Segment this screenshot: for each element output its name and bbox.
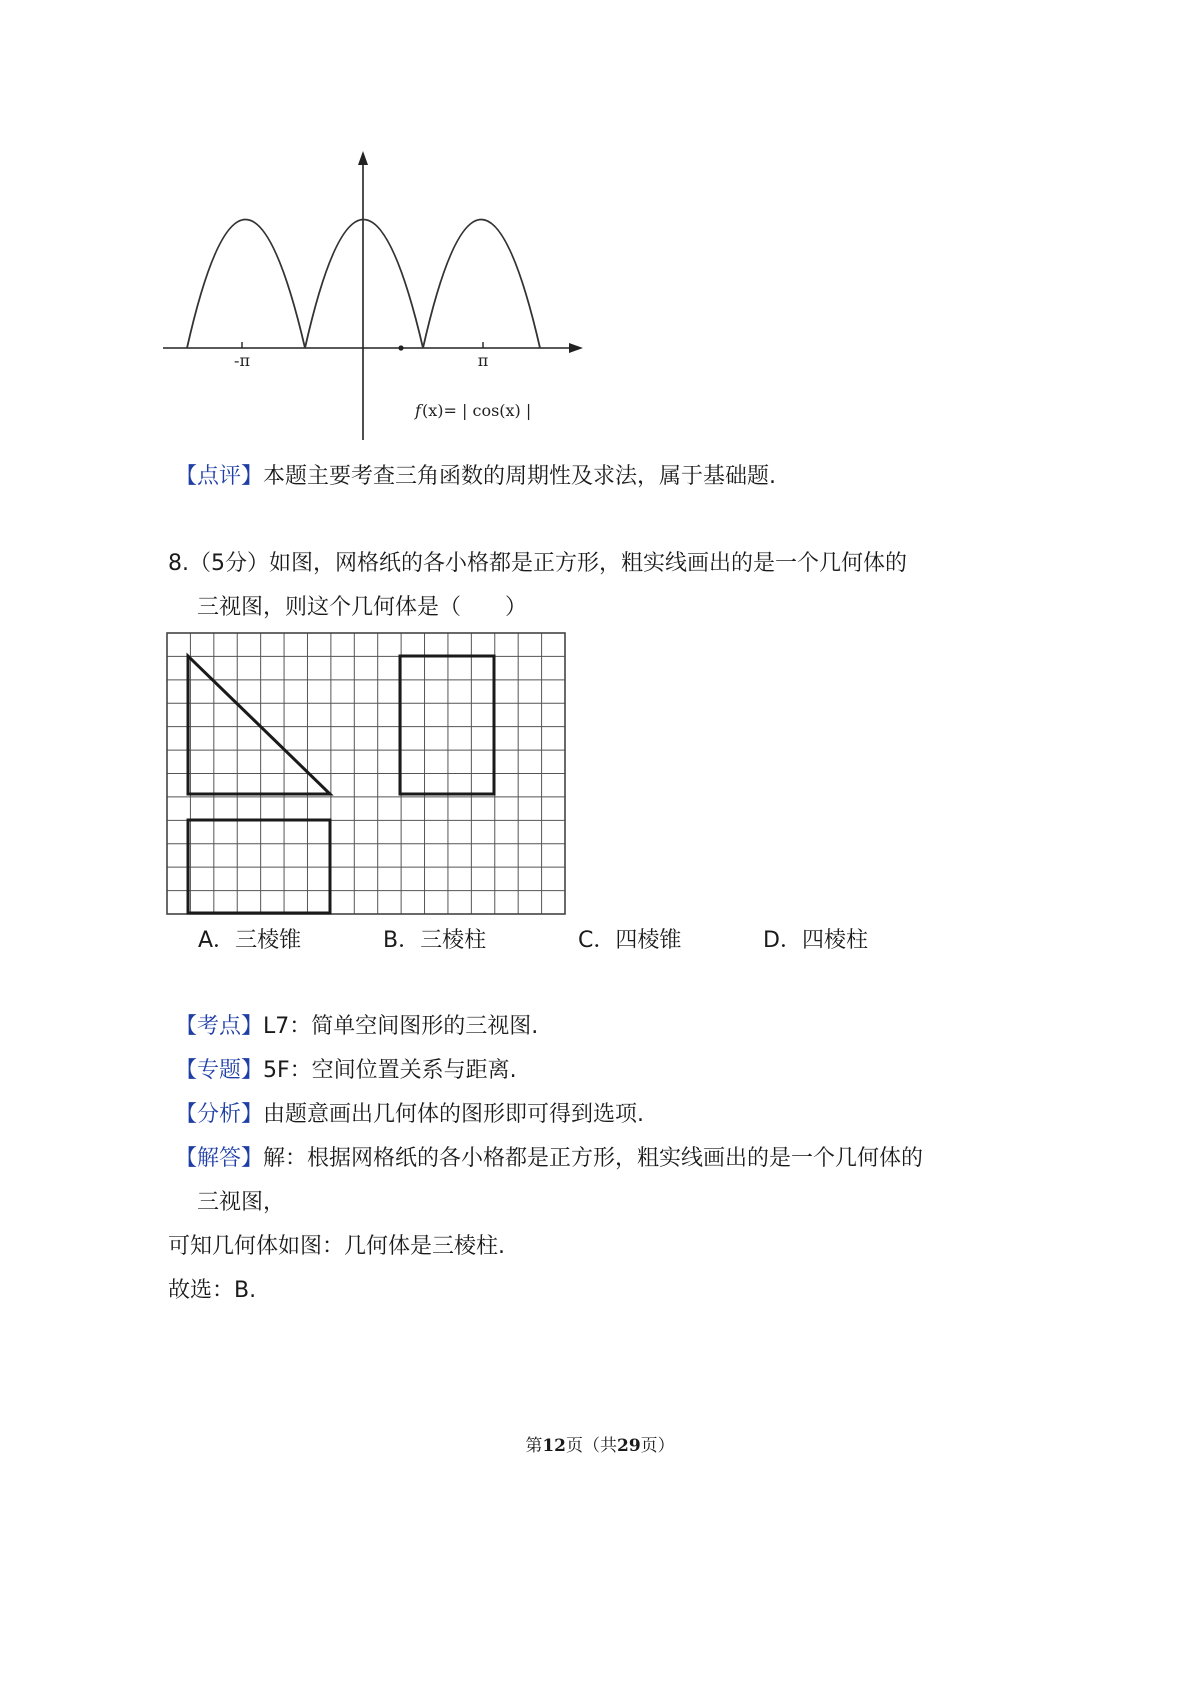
remark-line (175, 462, 776, 492)
jieda-line-1 (175, 1144, 923, 1174)
option-a-text: 三棱锥 (235, 928, 302, 953)
kaodian-text: L7：简单空间图形的三视图. (263, 1014, 539, 1039)
fenxi-line (175, 1100, 644, 1130)
footer-page-number: 12 (542, 1436, 566, 1456)
tick-label-pi: π (477, 351, 489, 370)
kaodian-line (175, 1012, 538, 1042)
option-c-text: 四棱锥 (615, 928, 682, 953)
axis-dot (398, 345, 403, 350)
remark-tag: 【点评】 (175, 464, 264, 489)
footer-total-pages: 29 (617, 1436, 641, 1456)
three-view-grid (166, 632, 566, 916)
option-b-letter: B． (383, 928, 421, 953)
option-d[interactable] (763, 926, 868, 956)
option-d-text: 四棱柱 (801, 928, 868, 953)
x-axis-arrow (569, 343, 583, 353)
zhuanti-text: 5F：空间位置关系与距离. (263, 1058, 517, 1083)
grid-lines (167, 633, 565, 914)
zhuanti-tag: 【专题】 (175, 1058, 264, 1083)
option-a-letter: A． (198, 928, 236, 953)
option-c[interactable] (578, 926, 681, 956)
y-axis-arrow (358, 151, 368, 165)
option-a[interactable] (198, 926, 301, 956)
option-c-letter: C． (578, 928, 616, 953)
jieda-tag: 【解答】 (175, 1146, 264, 1171)
fenxi-tag: 【分析】 (175, 1102, 264, 1127)
tick-label-neg-pi: -π (234, 351, 250, 370)
jieda-text: 解：根据网格纸的各小格都是正方形，粗实线画出的是一个几何体的 (263, 1146, 924, 1171)
option-d-letter: D． (763, 928, 802, 953)
remark-text: 本题主要考查三角函数的周期性及求法，属于基础题. (263, 464, 777, 489)
fenxi-text: 由题意画出几何体的图形即可得到选项. (263, 1102, 645, 1127)
zhuanti-line (175, 1056, 517, 1086)
footer-middle: 页（共 (566, 1436, 617, 1456)
kaodian-tag: 【考点】 (175, 1014, 264, 1039)
jieda-line-2: 三视图， (197, 1190, 286, 1215)
cosine-graph (160, 145, 600, 445)
function-label-f: f (415, 401, 421, 420)
question-line-2: 三视图，则这个几何体是（ ） (197, 595, 528, 620)
option-b[interactable] (383, 926, 486, 956)
solution-line-4: 故选：B. (168, 1278, 257, 1303)
solution-line-3: 可知几何体如图：几何体是三棱柱. (168, 1234, 505, 1259)
footer-suffix: 页） (640, 1436, 675, 1456)
footer-prefix: 第 (525, 1436, 543, 1456)
question-line-1: 8.（5分）如图，网格纸的各小格都是正方形，粗实线画出的是一个几何体的 (168, 551, 907, 576)
top-view-rectangle (188, 820, 330, 913)
option-b-text: 三棱柱 (420, 928, 487, 953)
function-label: (x)= | cos(x) | (422, 401, 532, 420)
page-footer (0, 1434, 1200, 1458)
